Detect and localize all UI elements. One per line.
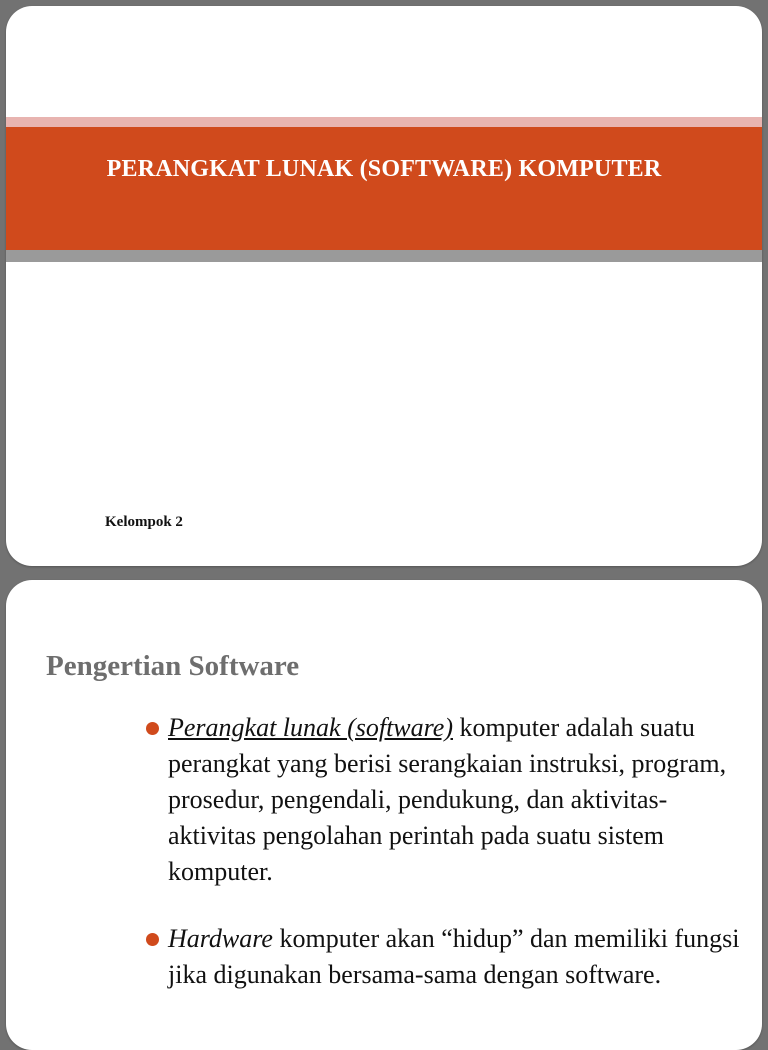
bullet-text: komputer akan “hidup” dan memiliki fungsi jika digunakan bersama-sama dengan software.	[168, 924, 740, 989]
bullet-list	[146, 710, 746, 1024]
bullet-emphasis: Hardware	[168, 924, 273, 953]
bullet-text: komputer adalah suatu perangkat yang berisi serangkaian instruksi, program, prosedur, pengendali, pendukung, dan aktivitas-aktivitas pengolahan perintah pada suatu sistem komputer.	[168, 713, 727, 886]
bullet-emphasis: Perangkat lunak (software)	[168, 713, 453, 742]
slide-subtitle: Kelompok 2	[105, 514, 183, 530]
bullet-dot-icon	[146, 933, 159, 946]
slide-title: PERANGKAT LUNAK (SOFTWARE) KOMPUTER	[106, 156, 662, 182]
slide-heading: Pengertian Software	[46, 650, 300, 682]
title-band-highlight	[6, 117, 762, 127]
bullet-dot-icon	[146, 722, 159, 735]
content-slide	[6, 580, 762, 1050]
title-slide	[6, 6, 762, 566]
bullet-item	[146, 710, 746, 890]
bullet-item	[146, 921, 746, 993]
title-band	[6, 127, 762, 250]
title-band-shadow	[6, 250, 762, 262]
